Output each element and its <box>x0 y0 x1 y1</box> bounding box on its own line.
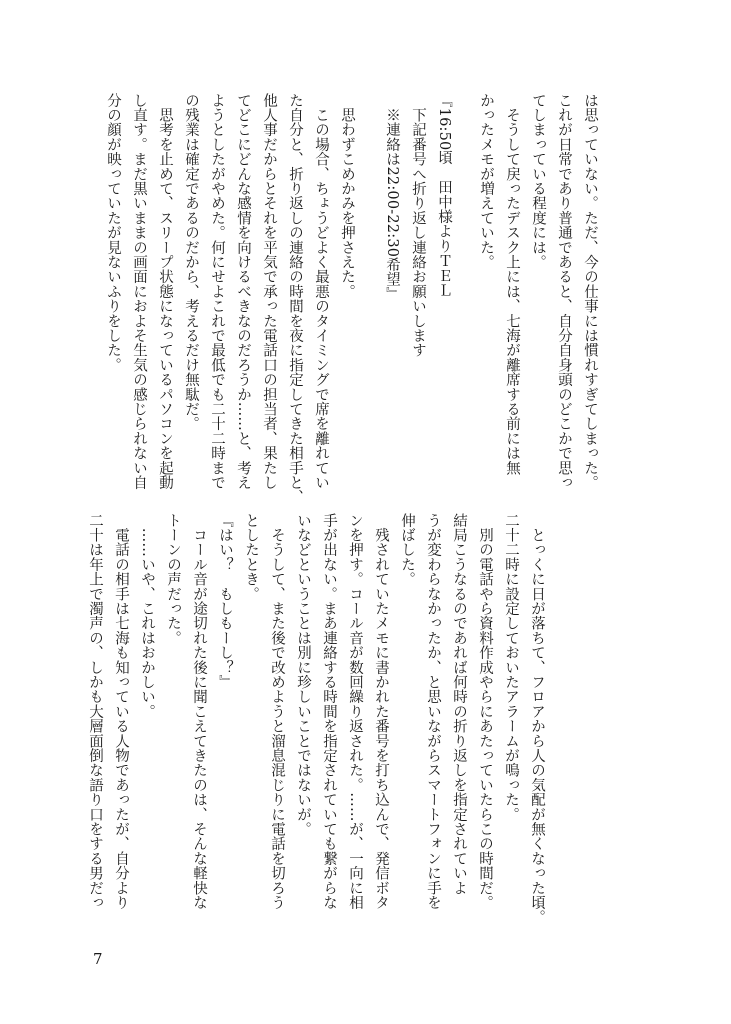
memo-line: 『16:50頃 田中様よりＴＥＬ <box>436 93 452 298</box>
text-line: トーンの声だった。 <box>165 513 181 646</box>
text-line: 二十二時に設定しておいたアラームが鳴った。 <box>503 513 519 822</box>
text-line: 手が出ない。まあ連絡する時間を指定されていても繋がらな <box>321 513 337 910</box>
text-line: うが変わらなかったか、と思いながらスマートフォンに手を <box>425 513 441 910</box>
lower-text-block <box>82 513 550 938</box>
memo-line: ※連絡は22:00-22:30希望』 <box>384 93 400 302</box>
text-line: としたとき。 <box>243 513 259 602</box>
text-line: この場合、ちょうどよく最悪のタイミングで席を離れてい <box>313 93 329 490</box>
text-line: ……いや、これはおかしい。 <box>139 513 155 719</box>
text-line: ようとしたがやめた。何にせよこれで最低でも二十二時まで <box>209 93 225 490</box>
paragraph-gap <box>457 93 473 498</box>
memo-line: 下記番号へ折り返し連絡お願いします <box>410 93 426 358</box>
paragraph-gap <box>360 93 379 498</box>
text-line: た自分と、折り返しの連絡の時間を夜に指定してきた相手と、 <box>287 93 303 505</box>
text-line: コール音が途切れた後に聞こえてきたのは、そんな軽快な <box>191 513 207 910</box>
text-line: 別の電話やら資料作成やらにあたっていたらこの時間だ。 <box>477 513 493 910</box>
text-line: 分の顔が映っていたが見ないふりをした。 <box>105 93 121 373</box>
text-line: の残業は確定であるのだから、考えるだけ無駄だ。 <box>183 93 199 432</box>
text-line: は思っていない。ただ、今の仕事には慣れすぎてしまった。 <box>582 93 598 490</box>
page-number: 7 <box>93 950 103 968</box>
text-line: 二十は年上で濁声の、しかも大層面倒な語り口をする男だっ <box>87 513 103 910</box>
text-line: 思考を止めて、スリープ状態になっているパソコンを起動 <box>157 93 173 490</box>
text-line: 残されていたメモに書かれた番号を打ち込んで、発信ボタ <box>373 513 389 910</box>
text-line: いなどということは別に珍しいことではないが。 <box>295 513 311 837</box>
text-line: てどこにどんな感情を向けるべきなのだろうか……と、考え <box>235 93 251 490</box>
text-line: 思わずこめかみを押さえた。 <box>339 93 355 299</box>
upper-text-block <box>100 93 603 505</box>
text-line: 電話の相手は七海も知っている人物であったが、自分より <box>113 513 129 910</box>
text-line: てしまっている程度には。 <box>530 93 546 270</box>
text-line: とっくに日が落ちて、フロアから人の気配が無くなった頃。 <box>529 513 545 925</box>
text-line: し直す。まだ黒いままの画面におよそ生気の感じられない自 <box>131 93 147 490</box>
text-line: ンを押す。コール音が数回繰り返された。……が、一向に相 <box>347 513 363 910</box>
text-line: これが日常であり普通であると、自分自身頭のどこかで思っ <box>556 93 572 490</box>
text-line: 伸ばした。 <box>399 513 415 587</box>
text-line: 他人事だからとそれを平気で承った電話口の担当者、果たし <box>261 93 277 490</box>
text-line: そうして、また後で改めようと溜息混じりに電話を切ろう <box>269 513 285 910</box>
text-line: 結局こうなるのであれば何時の折り返しを指定されていよ <box>451 513 467 896</box>
text-line: そうして戻ったデスク上には、七海が離席する前には無 <box>504 93 520 476</box>
dialogue-line: 『はい？ もしもーし？』 <box>217 513 233 690</box>
text-line: かったメモが増えていた。 <box>478 93 494 270</box>
